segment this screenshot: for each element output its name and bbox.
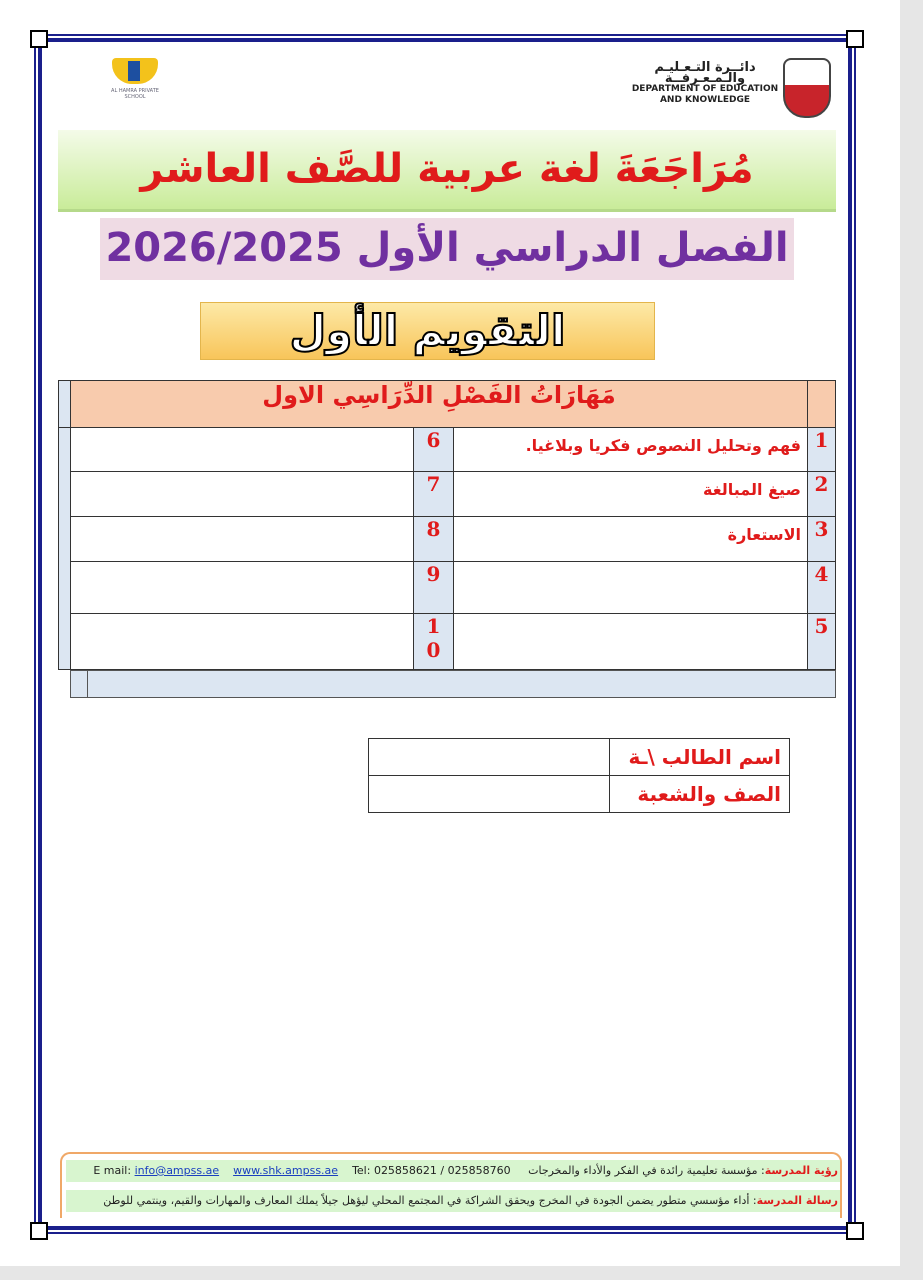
table-row: 10 5 xyxy=(59,614,836,670)
class-label: الصف والشعبة xyxy=(610,776,790,813)
doe-logo-text xyxy=(630,62,780,106)
doe-en-2: AND KNOWLEDGE xyxy=(659,95,751,105)
vision-label: رؤية المدرسة xyxy=(764,1164,838,1177)
skills-table xyxy=(58,380,836,670)
viewer-margin xyxy=(900,0,923,1280)
term-title: الفصل الدراسي الأول 2026/2025 xyxy=(100,218,794,280)
class-field[interactable] xyxy=(369,776,610,813)
tel: Tel: 025858621 / 025858760 xyxy=(352,1164,511,1177)
school-logo-caption: AL HAMRA PRIVATE SCHOOL xyxy=(111,88,159,100)
mission-line: رسالة المدرسة: أداء مؤسسي متطور يضمن الجودة في المخرج ويحقق الشراكة في المجتمع المحلي ليؤهل جيلاً يملك المعارف والمهارات والقيم، وينتمي للوطن xyxy=(66,1190,840,1212)
doe-en-1: DEPARTMENT OF EDUCATION xyxy=(631,84,779,94)
table-row: 9 4 xyxy=(59,562,836,614)
emblem-falcon-icon xyxy=(783,58,831,118)
email-link[interactable]: info@ampss.ae xyxy=(134,1164,220,1177)
website-link[interactable]: www.shk.ampss.ae xyxy=(233,1164,339,1177)
student-name-field[interactable] xyxy=(369,739,610,776)
page-title: مُرَاجَعَةَ لغة عربية للصَّف العاشر xyxy=(58,130,836,212)
mission-label: رسالة المدرسة xyxy=(756,1194,838,1207)
table-footer-strip xyxy=(70,670,836,698)
school-footer xyxy=(60,1152,842,1218)
corner-ornament xyxy=(846,30,864,48)
evaluation-title: التقويم الأول xyxy=(200,302,655,360)
corner-ornament xyxy=(846,1222,864,1240)
student-info-table xyxy=(368,738,790,813)
doe-arabic: دائــرة التـعـليـم والـمـعـرفــة xyxy=(654,60,756,86)
corner-ornament xyxy=(30,30,48,48)
table-row: 6 فهم وتحليل النصوص فكريا وبلاغيا. 1 xyxy=(59,428,836,472)
vision-line: رؤية المدرسة: مؤسسة تعليمية رائدة في الفكر والأداء والمخرجات Tel: 025858621 / 025858760 www.shk.ampss.ae E mail: info@ampss.ae xyxy=(66,1160,840,1182)
table-row: 7 صيغ المبالغة 2 xyxy=(59,472,836,517)
table-row: 8 الاستعارة 3 xyxy=(59,517,836,562)
student-name-label: اسم الطالب \ـة xyxy=(610,739,790,776)
corner-ornament xyxy=(30,1222,48,1240)
skills-table-header: مَهَارَاتُ الفَصْلِ الدِّرَاسِي الاول xyxy=(71,381,808,428)
viewer-margin-bottom xyxy=(0,1266,923,1280)
